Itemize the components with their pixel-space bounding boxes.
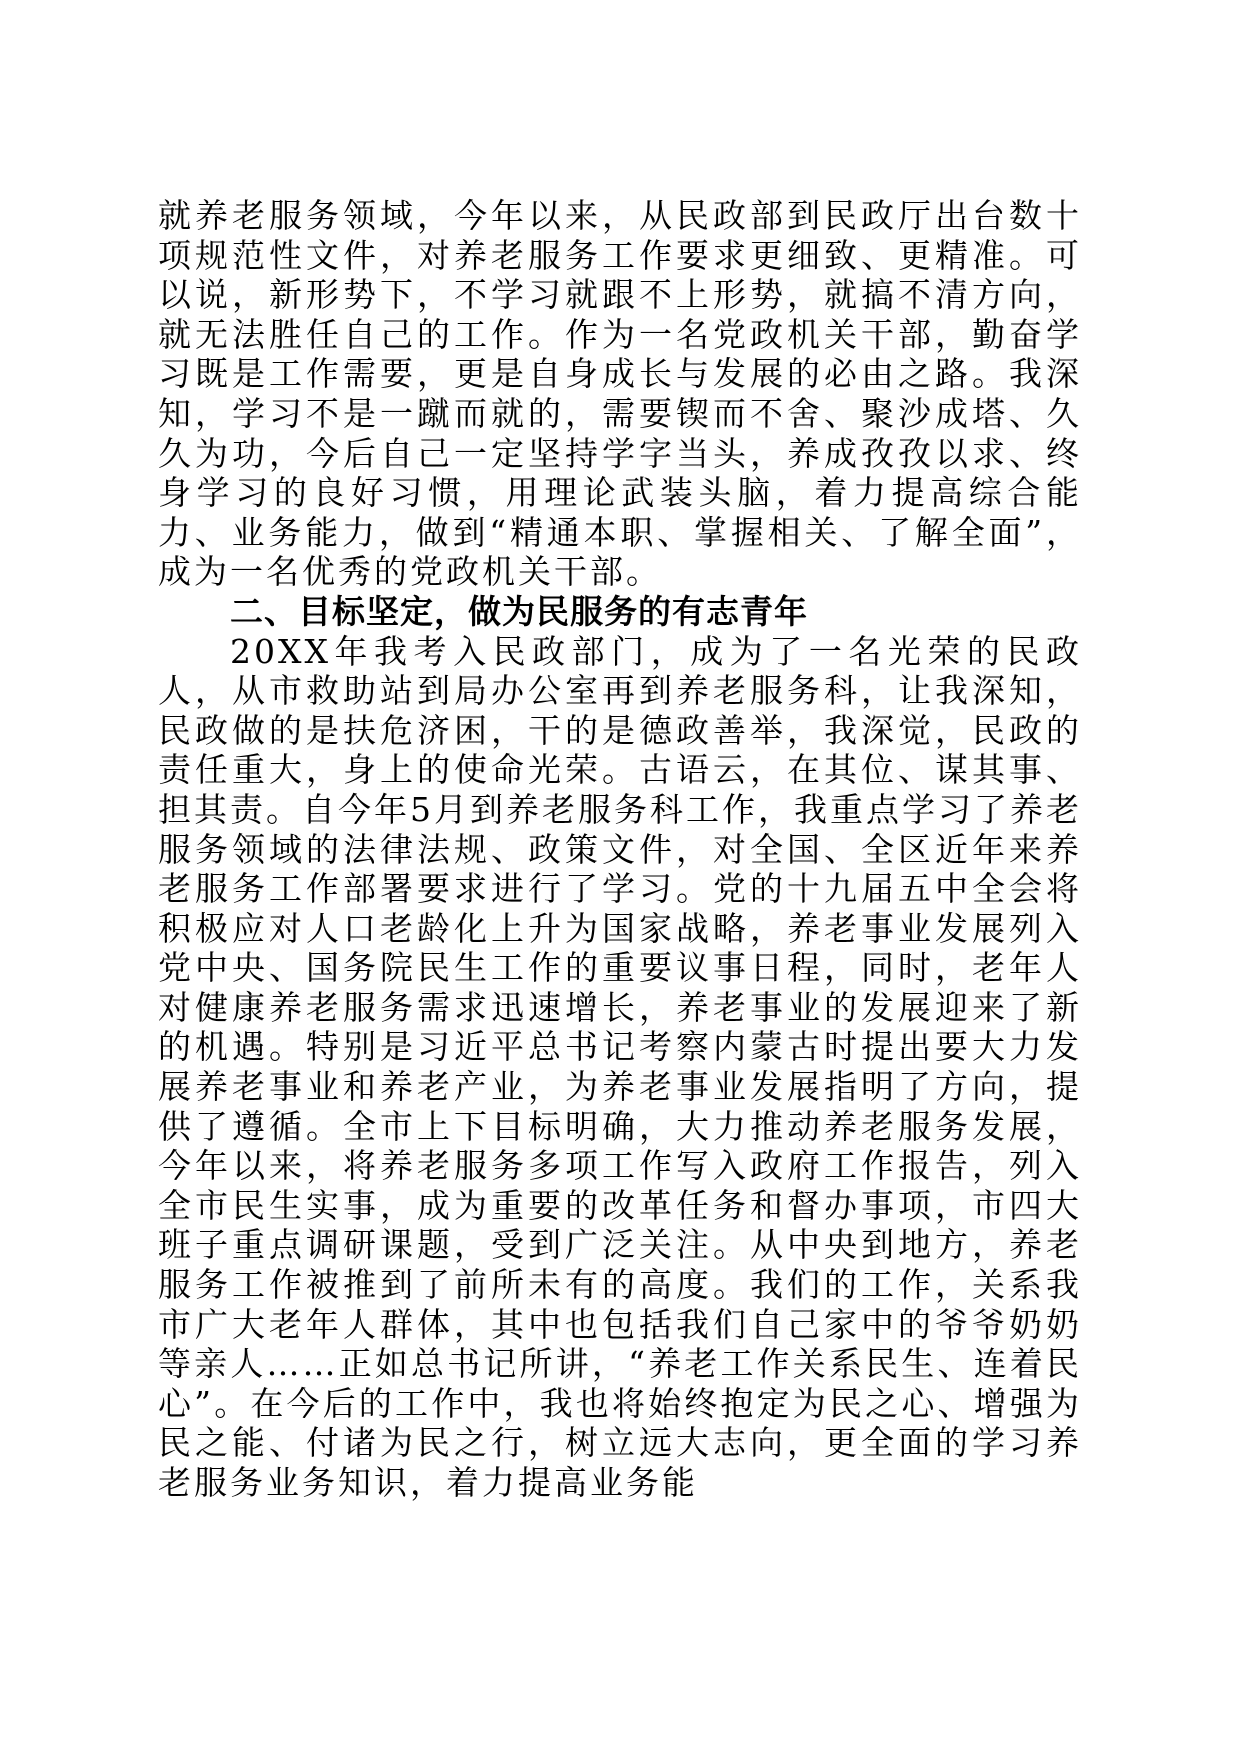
paragraph-continuation: 就养老服务领域，今年以来，从民政部到民政厅出台数十项规范性文件，对养老服务工作要求更细致、更精准。可以说，新形势下，不学习就跟不上形势，就搞不清方向，就无法胜任自己的工作。作为一名党政机关干部，勤奋学习既是工作需要，更是自身成长与发展的必由之路。我深知，学习不是一蹴而就的，需要锲而不舍、聚沙成塔、久久为功，今后自己一定坚持学字当头，养成孜孜以求、终身学习的良好习惯，用理论武装头脑，着力提高综合能力、业务能力，做到“精通本职、掌握相关、了解全面”，成为一名优秀的党政机关干部。 [158, 196, 1082, 592]
document-body [158, 196, 1082, 1503]
section-heading: 二、目标坚定，做为民服务的有志青年 [230, 591, 808, 631]
paragraph-body: 20XX年我考入民政部门，成为了一名光荣的民政人，从市救助站到局办公室再到养老服务科，让我深知，民政做的是扶危济困，干的是德政善举，我深觉，民政的责任重大，身上的使命光荣。古语云，在其位、谋其事、担其责。自今年5月到养老服务科工作，我重点学习了养老服务领域的法律法规、政策文件，对全国、全区近年来养老服务工作部署要求进行了学习。党的十九届五中全会将积极应对人口老龄化上升为国家战略，养老事业发展列入党中央、国务院民生工作的重要议事日程，同时，老年人对健康养老服务需求迅速增长，养老事业的发展迎来了新的机遇。特别是习近平总书记考察内蒙古时提出要大力发展养老事业和养老产业，为养老事业发展指明了方向，提供了遵循。全市上下目标明确，大力推动养老服务发展，今年以来，将养老服务多项工作写入政府工作报告，列入全市民生实事，成为重要的改革任务和督办事项，市四大班子重点调研课题，受到广泛关注。从中央到地方，养老服务工作被推到了前所未有的高度。我们的工作，关系我市广大老年人群体，其中也包括我们自己家中的爷爷奶奶等亲人……正如总书记所讲，“养老工作关系民生、连着民心”。在今后的工作中，我也将始终抱定为民之心、增强为民之能、付诸为民之行，树立远大志向，更全面的学习养老服务业务知识，着力提高业务能 [158, 631, 1082, 1502]
